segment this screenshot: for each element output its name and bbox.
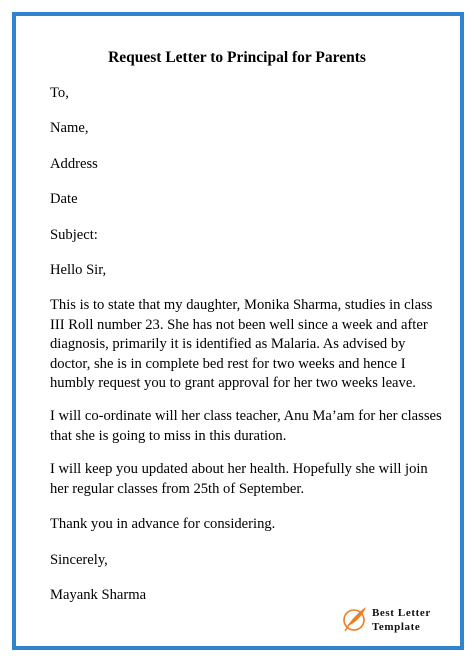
quill-pen-icon <box>343 604 369 634</box>
brand-logo-line-1: Best Letter <box>372 607 431 619</box>
letter-body <box>50 84 442 621</box>
body-paragraph-1: This is to state that my daughter, Monika Sharma, studies in class III Roll number 23. She has not been well since a week and after diagnosis, primarily it is identified as Malaria. As advised by doctor, she is in complete bed rest for two weeks and hence I humbly request you to grant approval for her two weeks leave. <box>50 297 433 392</box>
brand-logo <box>343 604 447 640</box>
recipient-address: Address <box>50 155 98 172</box>
closing: Sincerely, <box>50 551 108 568</box>
recipient-name: Name, <box>50 120 89 137</box>
brand-logo-line-2: Template <box>372 621 421 633</box>
letter-subject: Subject: <box>50 226 98 243</box>
letter-title: Request Letter to Principal for Parents <box>108 49 366 66</box>
body-paragraph-3: I will keep you updated about her health. Hopefully she will join her regular classes from 25th of September. <box>50 461 428 497</box>
recipient-to: To, <box>50 85 69 101</box>
brand-logo-text <box>372 606 431 634</box>
salutation: Hello Sir, <box>50 262 107 279</box>
body-paragraph-2: I will co-ordinate will her class teacher, Anu Ma’am for her classes that she is going to miss in this duration. <box>50 408 442 444</box>
letter-date: Date <box>50 191 78 208</box>
thanks-line: Thank you in advance for considering. <box>50 516 276 533</box>
signature: Mayank Sharma <box>50 586 147 603</box>
